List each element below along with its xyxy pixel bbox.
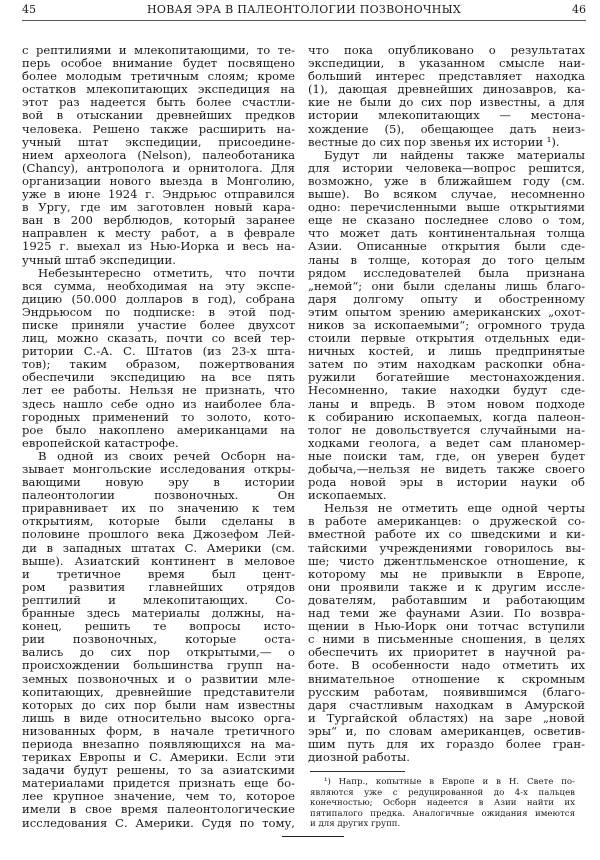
text-line: ланы и впредь. В этом новом подходе xyxy=(308,396,585,411)
text-line: вестные до сих пор звенья их истории ¹). xyxy=(308,134,560,149)
text-line: и Тургайской областях) на заре „новой xyxy=(308,710,585,725)
text-line: возможно, уже в ближайшем году (см. xyxy=(308,173,585,188)
text-line: русским работам, появившимся (благо- xyxy=(308,684,585,699)
running-title: НОВАЯ ЭРА В ПАЛЕОНТОЛОГИИ ПОЗВОНОЧНЫХ xyxy=(147,3,461,16)
text-line: что может дать континентальная толща xyxy=(308,226,585,241)
text-line: направлен к месту работ, а в феврале xyxy=(22,226,295,241)
text-line: европейской катастрофе. xyxy=(22,435,179,450)
text-line: дователям, работавшим и работающим xyxy=(308,592,585,607)
text-line: ди в западных штатах С. Америки (см. xyxy=(22,540,295,555)
text-line: низованных форм, в начале третичного xyxy=(22,723,295,738)
text-line: тайскими учреждениями говорилось вы- xyxy=(308,540,585,555)
text-line: более молодым третичным слоям; кроме xyxy=(22,69,295,84)
text-line: с рептилиями и млекопитающими, то те- xyxy=(22,43,295,57)
right-column xyxy=(308,44,585,764)
text-line: конец, решить те вопросы исто- xyxy=(22,619,295,634)
text-line: ритории С.-А. С. Штатов (из 23-х шта- xyxy=(22,344,295,359)
text-line: Эндрьюсом по подписке: в этой под- xyxy=(22,304,295,319)
text-line: ром развития главнейших отрядов xyxy=(22,579,295,594)
text-line: ван в 200 верблюдов, который заранее xyxy=(22,213,295,228)
footnote-line: пятипалого предка. Аналогичные ожидания имеются xyxy=(310,808,575,819)
text-line: открытиям, которые были сделаны в xyxy=(22,514,295,529)
text-line: рое было накоплено американцами на xyxy=(22,422,295,437)
text-line: лишь в виде относительно высоко орга- xyxy=(22,710,295,725)
text-line: (1), дающая древнейших динозавров, ка- xyxy=(308,82,585,97)
text-line: материалами придется признать еще бо- xyxy=(22,776,295,791)
text-line: затем по этим находкам раскопки обна- xyxy=(308,357,585,372)
text-line: ружили богатейшие местонахождения. xyxy=(308,370,585,385)
text-line: имели в свое время палеонтологические xyxy=(22,802,295,817)
text-line: еще не сказано последнее слово о том, xyxy=(308,213,585,228)
footnote-rule xyxy=(310,771,405,772)
text-line: Небезынтересно отметить, что почти xyxy=(38,265,295,280)
text-line: дицию (50.000 долларов в год), собрана xyxy=(22,291,295,306)
page-number-left: 45 xyxy=(22,3,36,16)
text-line: исследования С. Америки. Судя по тому, xyxy=(22,815,295,830)
text-line: вающими новую эру в истории xyxy=(22,475,295,490)
text-line: лиц, можно сказать, почти со всей тер- xyxy=(22,331,295,346)
text-line: вся сумма, необходимая на эту экспе- xyxy=(22,278,295,293)
text-line: этим опытом зрению американских „охот- xyxy=(308,304,585,319)
text-line: ше; чисто джентльменское отношение, к xyxy=(308,553,585,568)
text-line: организации нового выезда в Монголию, xyxy=(22,173,295,188)
text-line: нием археолога (Nelson), палеоботаника xyxy=(22,147,295,162)
footnote xyxy=(310,777,575,830)
text-line: стоили первые открытия отдельных еди- xyxy=(308,331,585,346)
text-line: боте. В особенности надо отметить их xyxy=(308,658,585,673)
text-line: шим путь для их гораздо более гран- xyxy=(308,736,585,751)
paragraph xyxy=(22,44,295,267)
text-line: рядом исследователей была признана xyxy=(308,265,585,280)
text-line: зывает монгольские исследования откры- xyxy=(22,462,295,476)
footnote-line: являются уже с редуцированной до 4-х пальцев xyxy=(310,787,575,798)
text-line: обеспечить их приоритет в научной ра- xyxy=(308,645,585,660)
text-line: земных позвоночных и о развитии мле- xyxy=(22,671,295,686)
text-line: уже в июне 1924 г. Эндрьюс отправился xyxy=(22,187,295,202)
footnote-line: и для других групп. xyxy=(310,819,401,830)
text-line: тов); таким образом, пожертвования xyxy=(22,357,295,372)
text-line: щении в Нью-Иорк они тотчас вступили xyxy=(308,619,585,634)
text-line: ископаемых. xyxy=(308,488,387,503)
text-line: одно: перечисленными выше открытиями xyxy=(308,200,585,215)
text-line: которых до сих пор были нам известны xyxy=(22,697,295,712)
text-line: ные поиски там, где, он уверен будет xyxy=(308,448,585,463)
text-line: кие не были до сих пор известны, а для xyxy=(308,95,585,110)
text-line: приравнивает их по значению к тем xyxy=(22,501,295,516)
text-line: рептилий и млекопитающих. Со- xyxy=(22,592,295,607)
paragraph xyxy=(308,44,585,149)
text-line: ланы в толще, которая до того целым xyxy=(308,252,585,267)
text-line: городных применений то золото, кото- xyxy=(22,409,295,424)
text-line: рода новой эры в истории науки об xyxy=(308,475,585,490)
paragraph xyxy=(308,149,585,503)
text-line: даря долгому опыту и обостренному xyxy=(308,291,585,306)
paragraph xyxy=(308,502,585,764)
running-header xyxy=(22,3,586,19)
text-line: и третичное время был цент- xyxy=(22,566,295,581)
text-line: в Ургу, где им заготовлен новый кара- xyxy=(22,200,295,215)
left-column xyxy=(22,44,295,830)
text-line: копитающих, древнейшие представители xyxy=(22,684,295,699)
text-line: учный штаб экспедиции. xyxy=(22,252,176,267)
text-line: эры“ и, по словам американцев, осветив- xyxy=(308,723,585,738)
text-line: истории млекопитающих — местона- xyxy=(308,108,585,123)
text-line: этот раз надеется быть более счастли- xyxy=(22,95,295,110)
text-line: В одной из своих речей Осборн на- xyxy=(38,448,295,463)
text-line: рии позвоночных, которые оста- xyxy=(22,632,295,647)
text-line: вались до сих пор открытыми,— о xyxy=(22,645,295,660)
text-line: ничных костей, и лишь предпринятые xyxy=(308,344,585,359)
text-line: вместной работе их со шведскими и ки- xyxy=(308,527,585,542)
text-line: что пока опубликовано о результатах xyxy=(308,43,585,57)
footnote-line: ¹) Напр., копытные в Европе и в Н. Свете по- xyxy=(324,777,575,787)
text-line: писке приняли участие более двухсот xyxy=(22,317,295,332)
text-line: которому мы не привыкли в Европе, xyxy=(308,566,585,581)
footnote-line: конечностью; Осборн надеется в Азии найти их xyxy=(310,798,575,809)
text-line: остатков млекопитающих экспедиция на xyxy=(22,82,295,97)
text-line: происхождении большинства групп на- xyxy=(22,658,295,673)
text-line: хождение (5), обещающее дать неиз- xyxy=(308,121,585,136)
text-line: задачи будут решены, то за азиатскими xyxy=(22,763,295,778)
text-line: выше). Азиатский континент в меловое xyxy=(22,553,295,568)
text-line: Несомненно, такие находки будут сде- xyxy=(308,383,585,398)
text-line: учный штат экспедиции, присоедине- xyxy=(22,134,295,149)
text-line: палеонтологии позвоночных. Он xyxy=(22,488,295,503)
text-line: толог не довольствуется случайными на- xyxy=(308,422,585,437)
text-line: выше). Во всяком случае, несомненно xyxy=(308,187,585,202)
text-line: внимательное отношение к скромным xyxy=(308,671,585,686)
text-line: ников за ископаемыми“; огромного труда xyxy=(308,317,585,332)
text-line: лет ее работы. Нельзя не признать, что xyxy=(22,383,295,398)
text-line: Азии. Описанные открытия были сде- xyxy=(308,239,585,254)
text-line: с ними в письменные сношения, в целях xyxy=(308,632,585,647)
text-line: перь особое внимание будет посвящено xyxy=(22,56,295,71)
text-line: экспедиции, в указанном смысле наи- xyxy=(308,56,585,71)
text-line: лее крупное значение, чем то, которое xyxy=(22,789,295,804)
header-rule xyxy=(22,20,586,21)
text-line: ходками геолога, а ведет сам планомер- xyxy=(308,435,585,450)
text-line: периода внезапно появляющихся на ма- xyxy=(22,736,295,751)
text-line: териках Европы и С. Америки. Если эти xyxy=(22,750,295,765)
text-line: в работе американцев: о дружеской со- xyxy=(308,514,585,529)
text-line: половине прошлого века Джозефом Лей- xyxy=(22,527,295,542)
text-line: вой в отыскании древнейших предков xyxy=(22,108,295,123)
text-line: диозной работы. xyxy=(308,750,410,765)
text-line: (Chancy), антрополога и орнитолога. Для xyxy=(22,160,295,175)
text-line: к собиранию ископаемых, когда палеон- xyxy=(308,409,585,424)
text-line: они проявили также и к другим иссле- xyxy=(308,579,585,594)
text-line: человека. Решено также расширить на- xyxy=(22,121,295,136)
text-line: здесь нашло себе одно из наиболее бла- xyxy=(22,396,295,411)
text-line: Нельзя не отметить еще одной черты xyxy=(324,501,585,516)
text-line: добыча,—нельзя не видеть также своего xyxy=(308,462,585,476)
text-line: над теми же фаунами Азии. По возвра- xyxy=(308,606,585,621)
bottom-rule xyxy=(282,836,344,837)
text-line: даря счастливым находкам в Амурской xyxy=(308,697,585,712)
text-line: 1925 г. выехал из Нью-Иорка и весь на- xyxy=(22,239,295,254)
text-line: Будут ли найдены также материалы xyxy=(324,147,585,162)
text-line: „немой“; они были сделаны лишь благо- xyxy=(308,278,585,293)
page-number-right: 46 xyxy=(572,3,586,16)
text-line: для истории человека—вопрос решится, xyxy=(308,160,585,175)
paragraph xyxy=(22,450,295,830)
text-line: бранные здесь материалы должны, на- xyxy=(22,606,295,621)
paragraph xyxy=(22,267,295,450)
text-line: обеспечили экспедицию на все пять xyxy=(22,370,295,385)
text-line: больший интерес представляет находка xyxy=(308,69,585,84)
